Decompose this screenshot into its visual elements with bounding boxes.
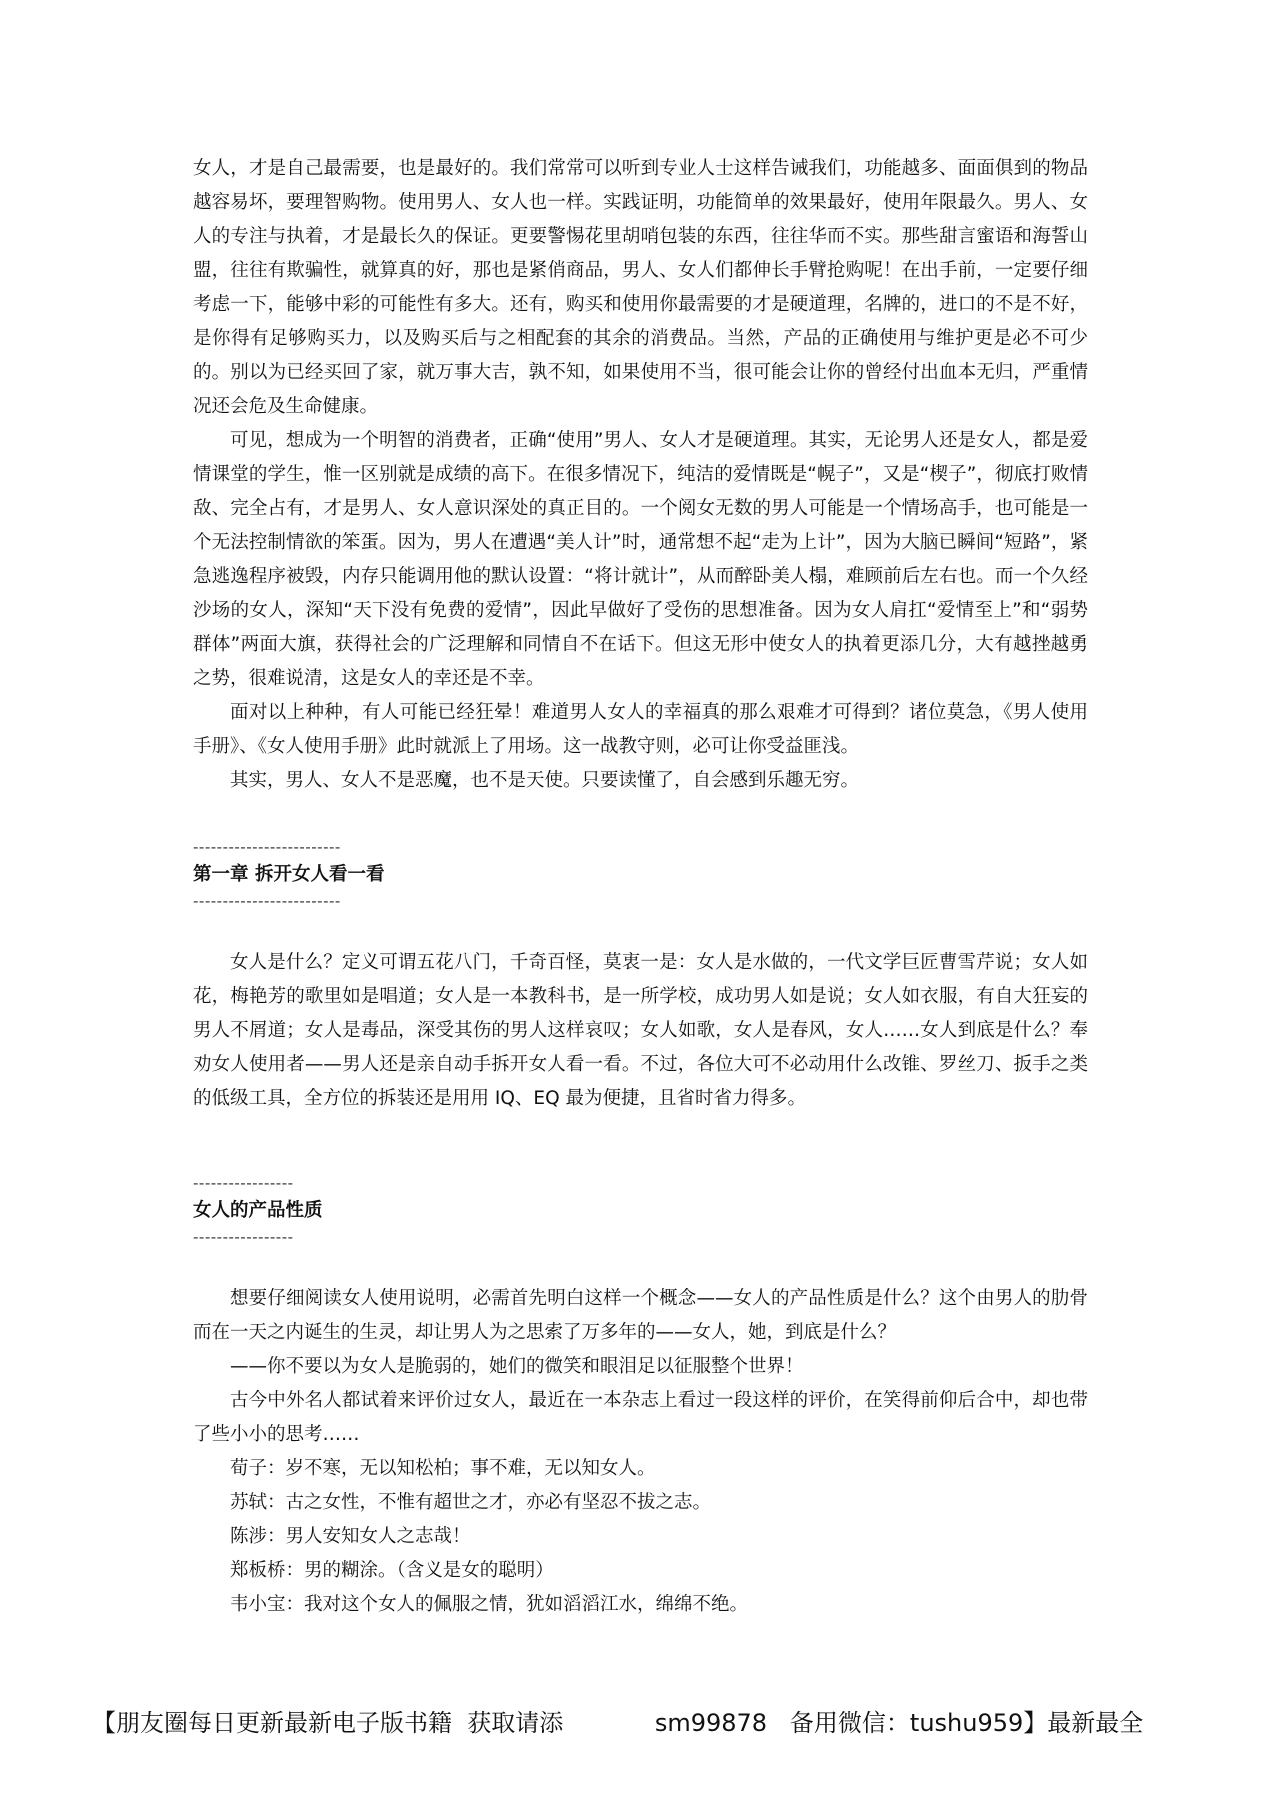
spacer [193, 798, 1088, 838]
section-body [193, 1282, 1088, 1622]
intro-paragraph-1: 女人，才是自己最需要，也是最好的。我们常常可以听到专业人士这样告诫我们，功能越多、面面俱到的物品越容易坏，要理智购物。使用男人、女人也一样。实践证明，功能简单的效果最好，使用年限最久。男人、女人的专注与执着，才是最长久的保证。更要警惕花里胡哨包装的东西，往往华而不实。那些甜言蜜语和海誓山盟，往往有欺骗性，就算真的好，那也是紧俏商品，男人、女人们都伸长手臂抢购呢！在出手前，一定要仔细考虑一下，能够中彩的可能性有多大。还有，购买和使用你最需要的才是硬道理，名牌的，进口的不是不好，是你得有足够购买力，以及购买后与之相配套的其余的消费品。当然，产品的正确使用与维护更是必不可少的。别以为已经买回了家，就万事大吉，孰不知，如果使用不当，很可能会让你的曾经付出血本无归，严重情况还会危及生命健康。 [193, 158, 1088, 417]
divider-top: ------------------------- [193, 838, 341, 856]
footer-gap [563, 1709, 655, 1737]
spacer [193, 1246, 1088, 1282]
intro-paragraph-4: 其实，男人、女人不是恶魔，也不是天使。只要读懂了，自会感到乐趣无穷。 [230, 770, 860, 791]
footer-banner [92, 1706, 1192, 1740]
spacer [193, 910, 1088, 946]
chapter-title: 第一章 拆开女人看一看 [193, 864, 385, 885]
divider-bottom: ------------------------- [193, 892, 341, 910]
page-content [193, 152, 1088, 1622]
section-paragraph-1: 想要仔细阅读女人使用说明，必需首先明白这样一个概念——女人的产品性质是什么？这个由男人的肋骨而在一天之内诞生的生灵，却让男人为之思索了万多年的——女人，她，到底是什么？ [193, 1288, 1088, 1343]
divider-bottom: ----------------- [193, 1228, 294, 1246]
section-title: 女人的产品性质 [193, 1200, 323, 1221]
divider-top: ----------------- [193, 1174, 294, 1192]
footer-left-text: 【朋友圈每日更新最新电子版书籍 获取请添 [92, 1709, 564, 1737]
intro-paragraph-3: 面对以上种种，有人可能已经狂晕！难道男人女人的幸福真的那么艰难才可得到？诸位莫急，《男人使用手册》、《女人使用手册》此时就派上了用场。这一战教守则，必可让你受益匪浅。 [193, 702, 1088, 757]
quote-sushi: 苏轼：古之女性，不惟有超世之才，亦必有坚忍不拔之志。 [230, 1492, 712, 1513]
quote-zhengbanqiao: 郑板桥：男的糊涂。（含义是女的聪明） [230, 1560, 554, 1581]
intro-paragraph-2: 可见，想成为一个明智的消费者，正确“使用”男人、女人才是硬道理。其实，无论男人还是女人，都是爱情课堂的学生，惟一区别就是成绩的高下。在很多情况下，纯洁的爱情既是“幌子”，又是“楔子”，彻底打败情敌、完全占有，才是男人、女人意识深处的真正目的。一个阅女无数的男人可能是一个情场高手，也可能是一个无法控制情欲的笨蛋。因为，男人在遭遇“美人计”时，通常想不起“走为上计”，因为大脑已瞬间“短路”，紧急逃逸程序被毁，内存只能调用他的默认设置：“将计就计”，从而醉卧美人榻，难顾前后左右也。而一个久经沙场的女人，深知“天下没有免费的爱情”，因此早做好了受伤的思想准备。因为女人肩扛“爱情至上”和“弱势群体”两面大旗，获得社会的广泛理解和同情自不在话下。但这无形中使女人的执着更添几分，大有越挫越勇之势，很难说清，这是女人的幸还是不幸。 [193, 430, 1088, 689]
footer-right-text: sm99878 备用微信：tushu959】最新最全 [654, 1709, 1144, 1737]
chapter-heading-block [193, 838, 1088, 910]
quote-xunzi: 荀子：岁不寒，无以知松柏；事不难，无以知女人。 [230, 1458, 656, 1479]
section-paragraph-2: ——你不要以为女人是脆弱的，她们的微笑和眼泪足以征服整个世界！ [230, 1356, 804, 1377]
quote-chensheng: 陈涉：男人安知女人之志哉！ [230, 1526, 471, 1547]
quote-weixiaobao: 韦小宝：我对这个女人的佩服之情，犹如滔滔江水，绵绵不绝。 [230, 1594, 749, 1615]
spacer [193, 1116, 1088, 1174]
intro-section [193, 152, 1088, 798]
section-paragraph-3: 古今中外名人都试着来评价过女人，最近在一本杂志上看过一段这样的评价，在笑得前仰后合中，却也带了些小小的思考…… [193, 1390, 1088, 1445]
section-heading-block [193, 1174, 1088, 1246]
chapter-paragraph: 女人是什么？定义可谓五花八门，千奇百怪，莫衷一是：女人是水做的，一代文学巨匠曹雪芹说；女人如花，梅艳芳的歌里如是唱道；女人是一本教科书，是一所学校，成功男人如是说；女人如衣服，有自大狂妄的男人不屑道；女人是毒品，深受其伤的男人这样哀叹；女人如歌，女人是春风，女人……女人到底是什么？奉劝女人使用者——男人还是亲自动手拆开女人看一看。不过，各位大可不必动用什么改锥、罗丝刀、扳手之类的低级工具，全方位的拆装还是用用 IQ、EQ 最为便捷，且省时省力得多。 [193, 952, 1088, 1109]
